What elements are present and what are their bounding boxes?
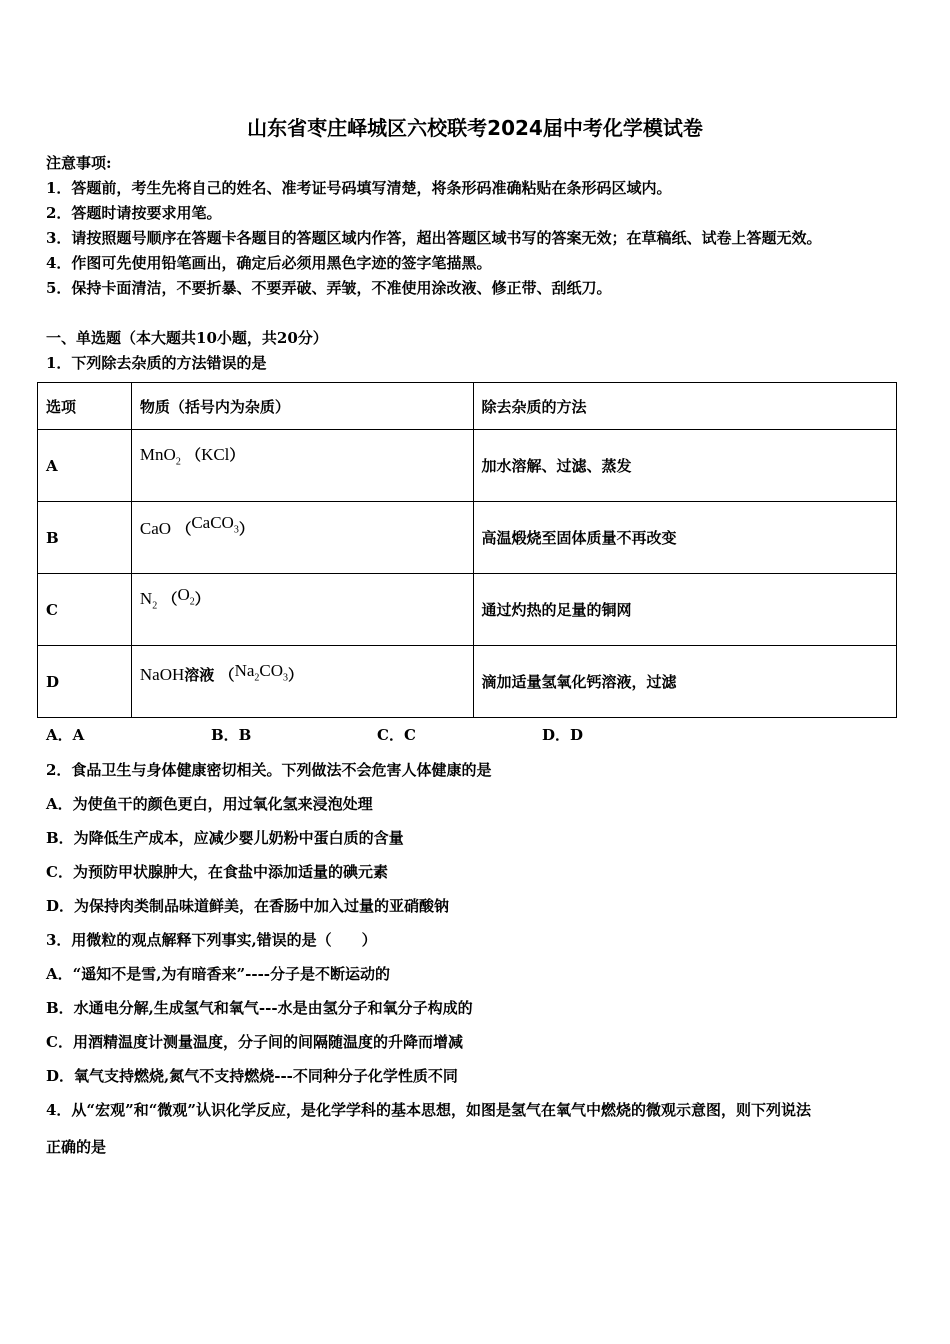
row-method: 加水溶解、过滤、蒸发 — [473, 430, 896, 502]
answer-option[interactable]: C．为预防甲状腺肿大，在食盐中添加适量的碘元素 — [46, 863, 388, 881]
main-formula: CaO — [139, 518, 172, 538]
row-method: 高温煅烧至固体质量不再改变 — [473, 502, 896, 574]
table-row — [38, 502, 897, 574]
question-4-stem-continued: 正确的是 — [46, 1138, 107, 1156]
notice-item: 3．请按照题号顺序在答题卡各题目的答题区域内作答，超出答题区域书写的答案无效；在草稿纸、试卷上答题无效。 — [46, 229, 822, 247]
table-row — [38, 574, 897, 646]
row-substance: CaO （CaCO$_3$） — [131, 502, 473, 574]
table-header-row — [38, 383, 897, 430]
answer-option[interactable]: C．用酒精温度计测量温度，分子间的间隔随温度的升降而增减 — [46, 1033, 463, 1051]
row-option: C — [38, 574, 132, 646]
answer-option[interactable]: A．A — [46, 726, 85, 744]
row-substance: NaOH溶液 $(Na_2CO_3)$ — [131, 646, 473, 718]
notice-item: 1．答题前，考生先将自己的姓名、准考证号码填写清楚，将条形码准确粘贴在条形码区域内。 — [46, 179, 672, 197]
row-method: 滴加适量氢氧化钙溶液，过滤 — [473, 646, 896, 718]
impurity-formula: KCl — [201, 444, 230, 464]
main-formula: MnO$_2$ — [139, 444, 181, 468]
impurity-formula: CaCO$_3$ — [191, 512, 239, 536]
row-substance: MnO$_2$ （KCl） — [131, 430, 473, 502]
answer-option[interactable]: D．氧气支持燃烧,氮气不支持燃烧---不同种分子化学性质不同 — [46, 1067, 458, 1085]
main-formula: $N_2$ — [139, 588, 158, 612]
page-title: 山东省枣庄峄城区六校联考2024届中考化学模试卷 — [247, 116, 703, 140]
answer-option[interactable]: D．为保持肉类制品味道鲜美，在香肠中加入过量的亚硝酸钠 — [46, 897, 450, 915]
answer-option[interactable]: A．“遥知不是雪,为有暗香来”----分子是不断运动的 — [46, 965, 391, 983]
impurity-formula: $Na_2CO_3$ — [234, 660, 289, 684]
question-1-stem: 1．下列除去杂质的方法错误的是 — [46, 354, 267, 372]
row-option: A — [38, 430, 132, 502]
question-2-stem: 2．食品卫生与身体健康密切相关。下列做法不会危害人体健康的是 — [46, 761, 492, 779]
notice-item: 2．答题时请按要求用笔。 — [46, 204, 222, 222]
answer-option[interactable]: D．D — [542, 726, 584, 744]
notice-heading: 注意事项: — [46, 154, 112, 172]
question-4-stem: 4．从“宏观”和“微观”认识化学反应，是化学学科的基本思想，如图是氢气在氧气中燃烧的微观示意图，则下列说法 — [46, 1101, 811, 1119]
section-heading: 一、单选题（本大题共10小题，共20分） — [46, 329, 328, 347]
notice-item: 4．作图可先使用铅笔画出，确定后必须用黑色字迹的签字笔描黑。 — [46, 254, 492, 272]
header-method: 除去杂质的方法 — [473, 383, 896, 430]
answer-option[interactable]: B．水通电分解,生成氢气和氧气---水是由氢分子和氧分子构成的 — [46, 999, 473, 1017]
header-substance: 物质（括号内为杂质） — [131, 383, 473, 430]
answer-option[interactable]: B．为降低生产成本，应减少婴儿奶粉中蛋白质的含量 — [46, 829, 404, 847]
row-option: B — [38, 502, 132, 574]
question-3-stem: 3．用微粒的观点解释下列事实,错误的是（ ） — [46, 931, 377, 949]
table-row — [38, 430, 897, 502]
row-method: 通过灼热的足量的铜网 — [473, 574, 896, 646]
main-formula: NaOH — [139, 664, 185, 684]
row-option: D — [38, 646, 132, 718]
answer-option[interactable]: B．B — [211, 726, 252, 744]
header-option: 选项 — [38, 383, 132, 430]
notice-item: 5．保持卡面清洁，不要折暴、不要弄破、弄皱，不准使用涂改液、修正带、刮纸刀。 — [46, 279, 612, 297]
answer-option[interactable]: C．C — [377, 726, 416, 744]
answer-option[interactable]: A．为使鱼干的颜色更白，用过氧化氢来浸泡处理 — [46, 795, 373, 813]
row-substance: $N_2$ $(O_2)$ — [131, 574, 473, 646]
table-row — [38, 646, 897, 718]
question-1-table — [37, 382, 897, 718]
impurity-formula: $O_2$ — [177, 584, 195, 608]
